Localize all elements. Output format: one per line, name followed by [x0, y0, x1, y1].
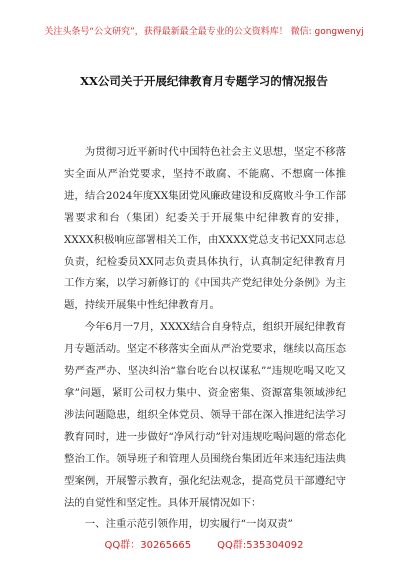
header-banner: 关注头条号“公文研究”，获得最新最全最专业的公文资料库！ 微信: gongwenyj	[44, 27, 364, 37]
footer-banner	[0, 536, 408, 551]
paragraph-1: 为贯彻习近平新时代中国特色社会主义思想，坚定不移落实全面从严治党要求，坚持不敢腐、不能腐、不想腐一体推进，结合2024年度XX集团党风廉政建设和反腐败斗争工作部署要求和台（集团）纪委关于开展集中纪律教育的安排，XXXX积极响应部署相关工作，由XXXX党总支书记XX同志总负责，纪检委员XX同志负责具体执行，认真制定纪律教育月工作方案，以学习新修订的《中国共产党纪律处分条例》为主题，持续开展集中性纪律教育月。	[64, 146, 346, 312]
qq-group-number-1: 30265665	[140, 540, 192, 551]
paragraph-2: 今年6月一7月，XXXX结合自身特点，组织开展纪律教育月专题活动。坚定不移落实全面从严治党要求，继续以高压态势严查严办、坚决纠治“靠台吃台以权谋私”“违规吃喝又吃又拿”问题，紧盯公司权力集中、资金密集、资源富集领域涉纪涉法问题隐患，组织全体党员、领导干部在深入推进纪法学习教育同时，进一步做好“净风行动”针对违规吃喝问题的常态化整治工作。领导班子和管理人员围绕台集团近年来违纪违法典型案例，开展警示教育，强化纪法观念，提高党员干部遵纪守法的自觉性和坚定性。具体开展情况如下：	[64, 321, 346, 509]
document-body	[64, 142, 346, 536]
document-title: XX公司关于开展纪律教育月专题学习的情况报告	[80, 74, 328, 88]
qq-group-label-1: QQ群：	[104, 540, 141, 551]
qq-group-label-2: QQ群:	[217, 540, 247, 551]
qq-group-number-2: 535304092	[246, 540, 304, 551]
section-heading-1: 一、注重示范引领作用，切实履行“一岗双责”	[84, 518, 293, 531]
